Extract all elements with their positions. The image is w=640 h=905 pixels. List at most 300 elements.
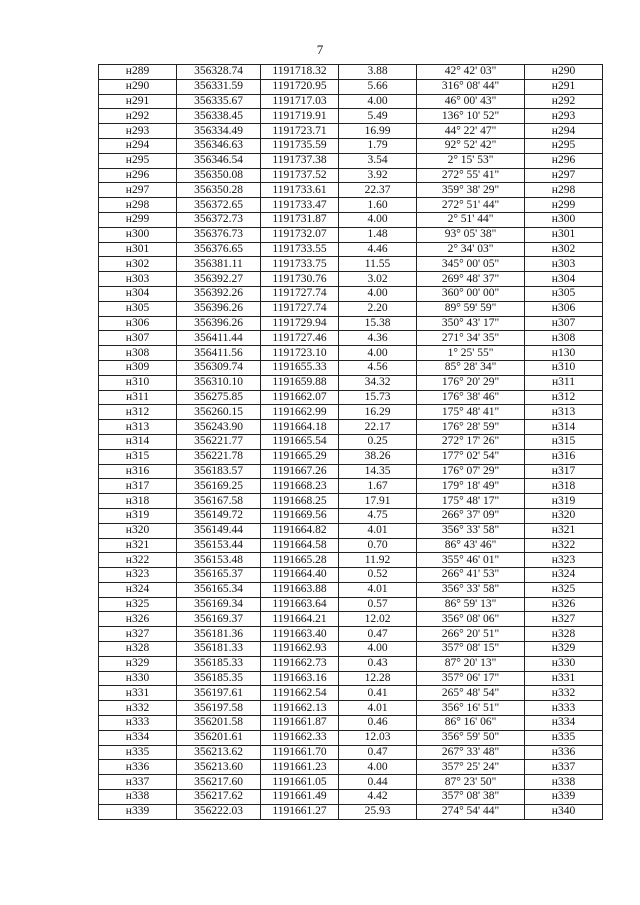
- bearing-cell: 85° 28' 34": [417, 360, 525, 375]
- bearing-cell: 42° 42' 03": [417, 65, 525, 80]
- distance-cell: 0.41: [339, 686, 417, 701]
- point-to-cell: н296: [525, 153, 603, 168]
- bearing-cell: 272° 51' 44": [417, 198, 525, 213]
- coord-y-cell: 1191665.54: [261, 434, 339, 449]
- point-to-cell: н299: [525, 198, 603, 213]
- bearing-cell: 271° 34' 35": [417, 331, 525, 346]
- coord-y-cell: 1191663.64: [261, 597, 339, 612]
- point-from-cell: н336: [99, 760, 177, 775]
- point-from-cell: н313: [99, 420, 177, 435]
- point-from-cell: н305: [99, 301, 177, 316]
- coord-y-cell: 1191664.82: [261, 523, 339, 538]
- coord-y-cell: 1191659.88: [261, 375, 339, 390]
- table-row: [99, 760, 603, 775]
- coord-y-cell: 1191729.94: [261, 316, 339, 331]
- coord-y-cell: 1191737.52: [261, 168, 339, 183]
- table-row: [99, 790, 603, 805]
- table-row: [99, 360, 603, 375]
- distance-cell: 4.01: [339, 582, 417, 597]
- coord-x-cell: 356221.77: [177, 434, 261, 449]
- table-row: [99, 494, 603, 509]
- bearing-cell: 176° 20' 29": [417, 375, 525, 390]
- page-number: 7: [316, 42, 324, 57]
- distance-cell: 14.35: [339, 464, 417, 479]
- bearing-cell: 86° 16' 06": [417, 716, 525, 731]
- point-to-cell: н319: [525, 494, 603, 509]
- table-row: [99, 686, 603, 701]
- coord-y-cell: 1191663.16: [261, 671, 339, 686]
- coord-x-cell: 356201.58: [177, 716, 261, 731]
- coord-x-cell: 356185.33: [177, 656, 261, 671]
- coord-x-cell: 356183.57: [177, 464, 261, 479]
- bearing-cell: 356° 33' 58": [417, 582, 525, 597]
- coord-x-cell: 356217.60: [177, 775, 261, 790]
- point-from-cell: н289: [99, 65, 177, 80]
- coord-x-cell: 356149.72: [177, 508, 261, 523]
- point-from-cell: н290: [99, 79, 177, 94]
- bearing-cell: 176° 38' 46": [417, 390, 525, 405]
- coord-y-cell: 1191655.33: [261, 360, 339, 375]
- point-to-cell: н338: [525, 775, 603, 790]
- coord-y-cell: 1191730.76: [261, 272, 339, 287]
- table-row: [99, 716, 603, 731]
- distance-cell: 0.70: [339, 538, 417, 553]
- coord-y-cell: 1191665.28: [261, 553, 339, 568]
- coord-x-cell: 356197.61: [177, 686, 261, 701]
- table-row: [99, 538, 603, 553]
- coord-y-cell: 1191733.55: [261, 242, 339, 257]
- coord-x-cell: 356350.08: [177, 168, 261, 183]
- point-from-cell: н299: [99, 212, 177, 227]
- point-to-cell: н315: [525, 434, 603, 449]
- distance-cell: 22.37: [339, 183, 417, 198]
- distance-cell: 1.67: [339, 479, 417, 494]
- point-to-cell: н312: [525, 390, 603, 405]
- coord-x-cell: 356197.58: [177, 701, 261, 716]
- bearing-cell: 357° 08' 38": [417, 790, 525, 805]
- coord-y-cell: 1191662.07: [261, 390, 339, 405]
- bearing-cell: 2° 34' 03": [417, 242, 525, 257]
- bearing-cell: 177° 02' 54": [417, 449, 525, 464]
- distance-cell: 0.47: [339, 627, 417, 642]
- bearing-cell: 345° 00' 05": [417, 257, 525, 272]
- coord-x-cell: 356346.54: [177, 153, 261, 168]
- point-from-cell: н333: [99, 716, 177, 731]
- bearing-cell: 44° 22' 47": [417, 124, 525, 139]
- coord-x-cell: 356334.49: [177, 124, 261, 139]
- point-to-cell: н332: [525, 686, 603, 701]
- distance-cell: 4.00: [339, 346, 417, 361]
- bearing-cell: 86° 59' 13": [417, 597, 525, 612]
- point-from-cell: н307: [99, 331, 177, 346]
- coord-y-cell: 1191662.13: [261, 701, 339, 716]
- distance-cell: 25.93: [339, 804, 417, 819]
- coord-x-cell: 356169.25: [177, 479, 261, 494]
- table-row: [99, 775, 603, 790]
- bearing-cell: 357° 08' 15": [417, 642, 525, 657]
- point-to-cell: н307: [525, 316, 603, 331]
- bearing-cell: 350° 43' 17": [417, 316, 525, 331]
- point-from-cell: н315: [99, 449, 177, 464]
- coord-y-cell: 1191733.61: [261, 183, 339, 198]
- point-to-cell: н293: [525, 109, 603, 124]
- point-to-cell: н298: [525, 183, 603, 198]
- distance-cell: 12.28: [339, 671, 417, 686]
- bearing-cell: 176° 28' 59": [417, 420, 525, 435]
- coord-y-cell: 1191668.23: [261, 479, 339, 494]
- distance-cell: 2.20: [339, 301, 417, 316]
- point-to-cell: н325: [525, 582, 603, 597]
- distance-cell: 11.55: [339, 257, 417, 272]
- table-row: [99, 109, 603, 124]
- table-row: [99, 479, 603, 494]
- point-from-cell: н309: [99, 360, 177, 375]
- point-from-cell: н302: [99, 257, 177, 272]
- distance-cell: 4.00: [339, 94, 417, 109]
- point-to-cell: н333: [525, 701, 603, 716]
- distance-cell: 34.32: [339, 375, 417, 390]
- coord-y-cell: 1191718.32: [261, 65, 339, 80]
- point-from-cell: н329: [99, 656, 177, 671]
- distance-cell: 4.46: [339, 242, 417, 257]
- bearing-cell: 87° 23' 50": [417, 775, 525, 790]
- bearing-cell: 2° 51' 44": [417, 212, 525, 227]
- bearing-cell: 87° 20' 13": [417, 656, 525, 671]
- distance-cell: 4.00: [339, 286, 417, 301]
- coord-x-cell: 356153.44: [177, 538, 261, 553]
- coord-y-cell: 1191663.88: [261, 582, 339, 597]
- coord-x-cell: 356376.65: [177, 242, 261, 257]
- coord-x-cell: 356181.36: [177, 627, 261, 642]
- distance-cell: 16.29: [339, 405, 417, 420]
- coord-x-cell: 356328.74: [177, 65, 261, 80]
- coord-x-cell: 356376.73: [177, 227, 261, 242]
- coord-y-cell: 1191661.87: [261, 716, 339, 731]
- table-row: [99, 449, 603, 464]
- point-to-cell: н326: [525, 597, 603, 612]
- bearing-cell: 266° 37' 09": [417, 508, 525, 523]
- point-from-cell: н331: [99, 686, 177, 701]
- coord-y-cell: 1191669.56: [261, 508, 339, 523]
- point-to-cell: н323: [525, 553, 603, 568]
- table-row: [99, 286, 603, 301]
- point-to-cell: н305: [525, 286, 603, 301]
- coord-x-cell: 356392.27: [177, 272, 261, 287]
- table-row: [99, 627, 603, 642]
- coord-x-cell: 356167.58: [177, 494, 261, 509]
- table-row: [99, 730, 603, 745]
- point-to-cell: н330: [525, 656, 603, 671]
- point-from-cell: н327: [99, 627, 177, 642]
- table-row: [99, 301, 603, 316]
- bearing-cell: 175° 48' 17": [417, 494, 525, 509]
- point-to-cell: н304: [525, 272, 603, 287]
- point-from-cell: н316: [99, 464, 177, 479]
- distance-cell: 12.02: [339, 612, 417, 627]
- point-to-cell: н310: [525, 360, 603, 375]
- point-to-cell: н322: [525, 538, 603, 553]
- point-to-cell: н318: [525, 479, 603, 494]
- coord-y-cell: 1191664.18: [261, 420, 339, 435]
- point-from-cell: н292: [99, 109, 177, 124]
- coord-y-cell: 1191667.26: [261, 464, 339, 479]
- coord-x-cell: 356396.26: [177, 316, 261, 331]
- coord-x-cell: 356396.26: [177, 301, 261, 316]
- distance-cell: 4.01: [339, 523, 417, 538]
- table-row: [99, 168, 603, 183]
- point-from-cell: н337: [99, 775, 177, 790]
- coord-x-cell: 356153.48: [177, 553, 261, 568]
- coord-y-cell: 1191662.54: [261, 686, 339, 701]
- bearing-cell: 267° 33' 48": [417, 745, 525, 760]
- point-from-cell: н326: [99, 612, 177, 627]
- table-row: [99, 346, 603, 361]
- bearing-cell: 89° 59' 59": [417, 301, 525, 316]
- point-to-cell: н340: [525, 804, 603, 819]
- distance-cell: 38.26: [339, 449, 417, 464]
- bearing-cell: 316° 08' 44": [417, 79, 525, 94]
- point-to-cell: н300: [525, 212, 603, 227]
- point-from-cell: н324: [99, 582, 177, 597]
- point-to-cell: н320: [525, 508, 603, 523]
- distance-cell: 1.48: [339, 227, 417, 242]
- bearing-cell: 175° 48' 41": [417, 405, 525, 420]
- bearing-cell: 356° 33' 58": [417, 523, 525, 538]
- point-to-cell: н306: [525, 301, 603, 316]
- table-row: [99, 198, 603, 213]
- coord-x-cell: 356213.60: [177, 760, 261, 775]
- table-row: [99, 272, 603, 287]
- point-to-cell: н324: [525, 568, 603, 583]
- table-row: [99, 65, 603, 80]
- point-from-cell: н330: [99, 671, 177, 686]
- table-row: [99, 153, 603, 168]
- table-row: [99, 671, 603, 686]
- coord-y-cell: 1191731.87: [261, 212, 339, 227]
- bearing-cell: 356° 08' 06": [417, 612, 525, 627]
- coord-x-cell: 356346.63: [177, 138, 261, 153]
- coord-y-cell: 1191661.05: [261, 775, 339, 790]
- bearing-cell: 92° 52' 42": [417, 138, 525, 153]
- point-from-cell: н312: [99, 405, 177, 420]
- distance-cell: 5.66: [339, 79, 417, 94]
- point-to-cell: н316: [525, 449, 603, 464]
- distance-cell: 0.43: [339, 656, 417, 671]
- table-row: [99, 612, 603, 627]
- bearing-cell: 176° 07' 29": [417, 464, 525, 479]
- coord-x-cell: 356372.73: [177, 212, 261, 227]
- point-to-cell: н337: [525, 760, 603, 775]
- coord-x-cell: 356165.37: [177, 568, 261, 583]
- point-to-cell: н302: [525, 242, 603, 257]
- table-row: [99, 553, 603, 568]
- point-to-cell: н314: [525, 420, 603, 435]
- point-from-cell: н328: [99, 642, 177, 657]
- coord-x-cell: 356392.26: [177, 286, 261, 301]
- distance-cell: 0.52: [339, 568, 417, 583]
- point-to-cell: н295: [525, 138, 603, 153]
- coord-y-cell: 1191665.29: [261, 449, 339, 464]
- coord-x-cell: 356338.45: [177, 109, 261, 124]
- coord-x-cell: 356331.59: [177, 79, 261, 94]
- point-from-cell: н319: [99, 508, 177, 523]
- distance-cell: 4.00: [339, 642, 417, 657]
- coord-y-cell: 1191668.25: [261, 494, 339, 509]
- distance-cell: 17.91: [339, 494, 417, 509]
- table-row: [99, 316, 603, 331]
- table-row: [99, 257, 603, 272]
- point-to-cell: н328: [525, 627, 603, 642]
- distance-cell: 4.56: [339, 360, 417, 375]
- coord-x-cell: 356222.03: [177, 804, 261, 819]
- distance-cell: 12.03: [339, 730, 417, 745]
- distance-cell: 3.92: [339, 168, 417, 183]
- distance-cell: 1.79: [339, 138, 417, 153]
- coord-x-cell: 356411.56: [177, 346, 261, 361]
- distance-cell: 3.88: [339, 65, 417, 80]
- bearing-cell: 272° 55' 41": [417, 168, 525, 183]
- coord-y-cell: 1191719.91: [261, 109, 339, 124]
- coord-y-cell: 1191717.03: [261, 94, 339, 109]
- coord-y-cell: 1191735.59: [261, 138, 339, 153]
- table-row: [99, 701, 603, 716]
- bearing-cell: 136° 10' 52": [417, 109, 525, 124]
- table-row: [99, 523, 603, 538]
- bearing-cell: 359° 38' 29": [417, 183, 525, 198]
- table-row: [99, 331, 603, 346]
- bearing-cell: 269° 48' 37": [417, 272, 525, 287]
- point-from-cell: н293: [99, 124, 177, 139]
- table-row: [99, 745, 603, 760]
- point-from-cell: н332: [99, 701, 177, 716]
- coord-y-cell: 1191661.49: [261, 790, 339, 805]
- table-row: [99, 183, 603, 198]
- bearing-cell: 356° 16' 51": [417, 701, 525, 716]
- coord-y-cell: 1191663.40: [261, 627, 339, 642]
- point-to-cell: н130: [525, 346, 603, 361]
- distance-cell: 0.25: [339, 434, 417, 449]
- coord-y-cell: 1191662.73: [261, 656, 339, 671]
- point-from-cell: н317: [99, 479, 177, 494]
- table-row: [99, 227, 603, 242]
- coord-x-cell: 356260.15: [177, 405, 261, 420]
- coord-x-cell: 356411.44: [177, 331, 261, 346]
- point-to-cell: н335: [525, 730, 603, 745]
- point-from-cell: н295: [99, 153, 177, 168]
- point-from-cell: н322: [99, 553, 177, 568]
- distance-cell: 5.49: [339, 109, 417, 124]
- coord-x-cell: 356213.62: [177, 745, 261, 760]
- bearing-cell: 179° 18' 49": [417, 479, 525, 494]
- coord-y-cell: 1191727.74: [261, 301, 339, 316]
- distance-cell: 0.46: [339, 716, 417, 731]
- coord-x-cell: 356275.85: [177, 390, 261, 405]
- point-to-cell: н301: [525, 227, 603, 242]
- coord-x-cell: 356381.11: [177, 257, 261, 272]
- coord-x-cell: 356181.33: [177, 642, 261, 657]
- point-from-cell: н320: [99, 523, 177, 538]
- distance-cell: 11.92: [339, 553, 417, 568]
- point-from-cell: н321: [99, 538, 177, 553]
- distance-cell: 3.54: [339, 153, 417, 168]
- coord-y-cell: 1191662.33: [261, 730, 339, 745]
- distance-cell: 4.36: [339, 331, 417, 346]
- distance-cell: 4.42: [339, 790, 417, 805]
- table-row: [99, 656, 603, 671]
- coord-y-cell: 1191733.75: [261, 257, 339, 272]
- point-to-cell: н317: [525, 464, 603, 479]
- table-row: [99, 405, 603, 420]
- coord-y-cell: 1191733.47: [261, 198, 339, 213]
- table-row: [99, 642, 603, 657]
- table-body: [99, 65, 603, 820]
- coordinates-table: [98, 64, 603, 820]
- point-from-cell: н323: [99, 568, 177, 583]
- point-to-cell: н339: [525, 790, 603, 805]
- coord-y-cell: 1191723.10: [261, 346, 339, 361]
- coord-x-cell: 356350.28: [177, 183, 261, 198]
- table-row: [99, 464, 603, 479]
- point-from-cell: н306: [99, 316, 177, 331]
- coord-y-cell: 1191661.27: [261, 804, 339, 819]
- point-from-cell: н298: [99, 198, 177, 213]
- point-from-cell: н303: [99, 272, 177, 287]
- point-to-cell: н294: [525, 124, 603, 139]
- coord-x-cell: 356169.37: [177, 612, 261, 627]
- bearing-cell: 265° 48' 54": [417, 686, 525, 701]
- coord-y-cell: 1191662.93: [261, 642, 339, 657]
- point-to-cell: н329: [525, 642, 603, 657]
- point-to-cell: н313: [525, 405, 603, 420]
- distance-cell: 4.75: [339, 508, 417, 523]
- distance-cell: 4.00: [339, 212, 417, 227]
- point-from-cell: н334: [99, 730, 177, 745]
- table-row: [99, 375, 603, 390]
- distance-cell: 0.47: [339, 745, 417, 760]
- table-row: [99, 124, 603, 139]
- point-to-cell: н290: [525, 65, 603, 80]
- coord-y-cell: 1191664.40: [261, 568, 339, 583]
- table-row: [99, 434, 603, 449]
- bearing-cell: 360° 00' 00": [417, 286, 525, 301]
- point-to-cell: н327: [525, 612, 603, 627]
- distance-cell: 16.99: [339, 124, 417, 139]
- distance-cell: 4.01: [339, 701, 417, 716]
- table-row: [99, 390, 603, 405]
- coord-x-cell: 356221.78: [177, 449, 261, 464]
- point-from-cell: н297: [99, 183, 177, 198]
- coord-x-cell: 356169.34: [177, 597, 261, 612]
- distance-cell: 4.00: [339, 760, 417, 775]
- bearing-cell: 357° 25' 24": [417, 760, 525, 775]
- point-to-cell: н292: [525, 94, 603, 109]
- table-row: [99, 79, 603, 94]
- distance-cell: 0.57: [339, 597, 417, 612]
- coord-y-cell: 1191664.58: [261, 538, 339, 553]
- point-to-cell: н291: [525, 79, 603, 94]
- point-to-cell: н311: [525, 375, 603, 390]
- coord-x-cell: 356335.67: [177, 94, 261, 109]
- point-from-cell: н314: [99, 434, 177, 449]
- coord-x-cell: 356201.61: [177, 730, 261, 745]
- table-row: [99, 508, 603, 523]
- bearing-cell: 274° 54' 44": [417, 804, 525, 819]
- point-to-cell: н297: [525, 168, 603, 183]
- coord-y-cell: 1191727.74: [261, 286, 339, 301]
- bearing-cell: 2° 15' 53": [417, 153, 525, 168]
- distance-cell: 15.38: [339, 316, 417, 331]
- coord-y-cell: 1191727.46: [261, 331, 339, 346]
